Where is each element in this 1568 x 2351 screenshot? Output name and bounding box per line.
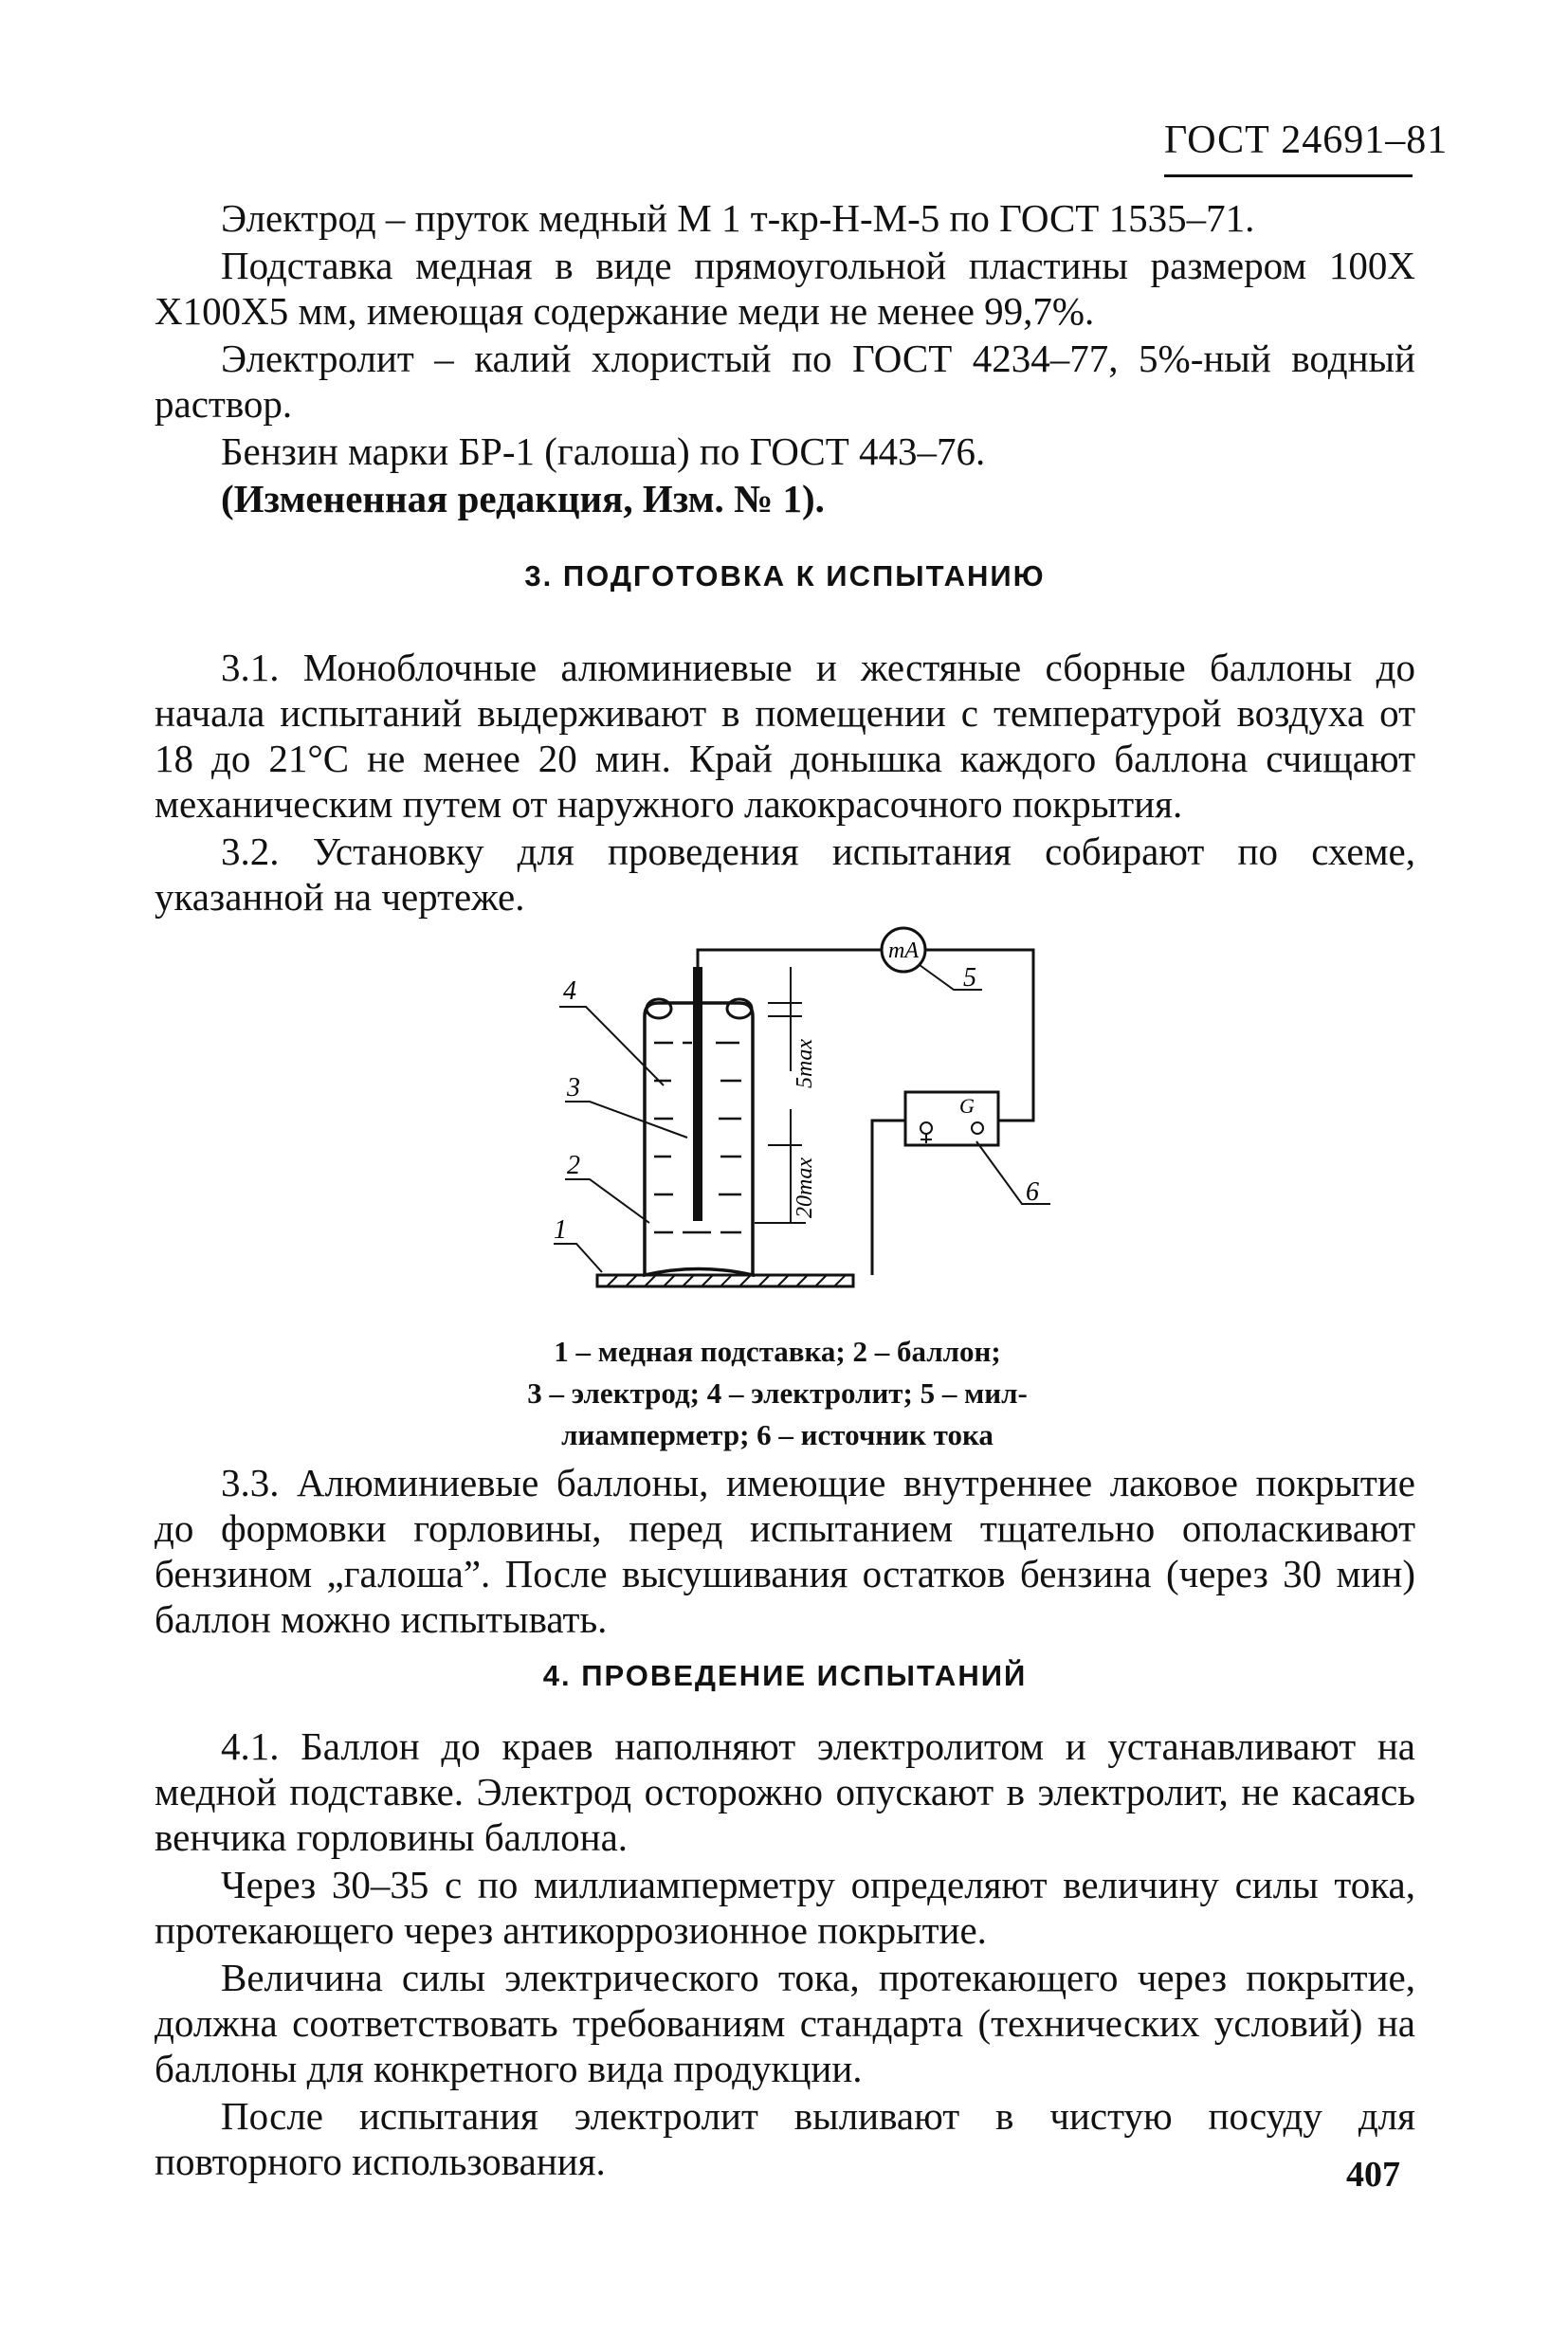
caption-line-3: лиамперметр; 6 – источник тока: [561, 1418, 994, 1451]
header-rule: [1164, 174, 1413, 177]
label-3: 3: [567, 1073, 580, 1103]
clause-4-1-disposal: После испытания электролит выливают в чистую посуду для повторного использования.: [155, 2094, 1415, 2183]
section-4-title: 4. ПРОВЕДЕНИЕ ИСПЫТАНИЙ: [542, 1659, 1028, 1692]
section-4-body: [155, 1723, 1415, 2184]
clause-4-1-current: Через 30–35 с по миллиамперметру определяют величину силы тока, протекающего через антикоррозионное покрытие.: [155, 1863, 1415, 1952]
wire-source-to-plate: [872, 1121, 905, 1275]
page-number: 407: [1346, 2155, 1400, 2195]
clause-4-1: 4.1. Баллон до краев наполняют электролитом и устанавливают на медной подставке. Электрод осторожно опускают в электролит, не касаясь венчика горловины баллона.: [155, 1724, 1415, 1859]
dimension-20max: 20max: [793, 1157, 817, 1218]
clause-3-2: 3.2. Установку для проведения испытания собирают по схеме, указанной на чертеже.: [155, 829, 1415, 919]
electrode: [693, 967, 702, 1221]
materials-block: [155, 195, 1415, 521]
label-4: 4: [563, 976, 576, 1006]
material-benzine: Бензин марки БР-1 (галоша) по ГОСТ 443–76.: [221, 429, 986, 473]
milliammeter-label: mA: [888, 939, 919, 963]
label-1: 1: [554, 1215, 567, 1245]
material-electrode: Электрод – пруток медный М 1 т-кр-Н-М-5 по ГОСТ 1535–71.: [221, 196, 1255, 240]
section-3-title: 3. ПОДГОТОВКА К ИСПЫТАНИЮ: [524, 559, 1046, 592]
clause-3-3: 3.3. Алюминиевые баллоны, имеющие внутреннее лаковое покрытие до формовки горловины, перед испытанием тщательно ополаскивают бензином „галоша”. После высушивания остатков бензина (через 30 мин) баллон можно испытывать.: [155, 1461, 1415, 1641]
label-6: 6: [1026, 1177, 1039, 1207]
material-electrolyte: Электролит – калий хлористый по ГОСТ 4234–77, 5%-ный водный раствор.: [155, 337, 1415, 426]
label-2: 2: [567, 1151, 580, 1180]
current-source-label: G: [959, 1094, 975, 1118]
standard-header: ГОСТ 24691–81: [1164, 118, 1449, 162]
test-setup-diagram: [531, 910, 1062, 1299]
caption-line-1: 1 – медная подставка; 2 – баллон;: [554, 1335, 1001, 1368]
clause-3-3-block: [155, 1460, 1415, 1642]
plate-hatching: [607, 1275, 846, 1286]
current-source: [905, 1092, 998, 1145]
material-plate: Подставка медная в виде прямоугольной пластины размером 100Х Х100Х5 мм, имеющая содержание меди не менее 99,7%.: [155, 244, 1415, 333]
dimension-5max: 5max: [793, 1039, 817, 1088]
clause-3-1: 3.1. Моноблочные алюминиевые и жестяные сборные баллоны до начала испытаний выдерживают в помещении с температурой воздуха от 18 до 21°С не менее 20 мин. Край донышка каждого баллона счищают механическим путем от наружного лакокрасочного покрытия.: [155, 646, 1415, 826]
wire-electrode-to-meter: [698, 950, 882, 967]
label-5: 5: [963, 963, 976, 993]
clause-4-1-requirement: Величина силы электрического тока, протекающего через покрытие, должна соответствовать требованиям стандарта (технических условий) на баллоны для конкретного вида продукции.: [155, 1956, 1415, 2090]
amendment-note: (Измененная редакция, Изм. № 1).: [221, 477, 825, 520]
caption-line-2: 3 – электрод; 4 – электролит; 5 – мил-: [527, 1376, 1028, 1410]
section-3-body: [155, 645, 1415, 920]
figure-caption: [379, 1331, 1176, 1456]
